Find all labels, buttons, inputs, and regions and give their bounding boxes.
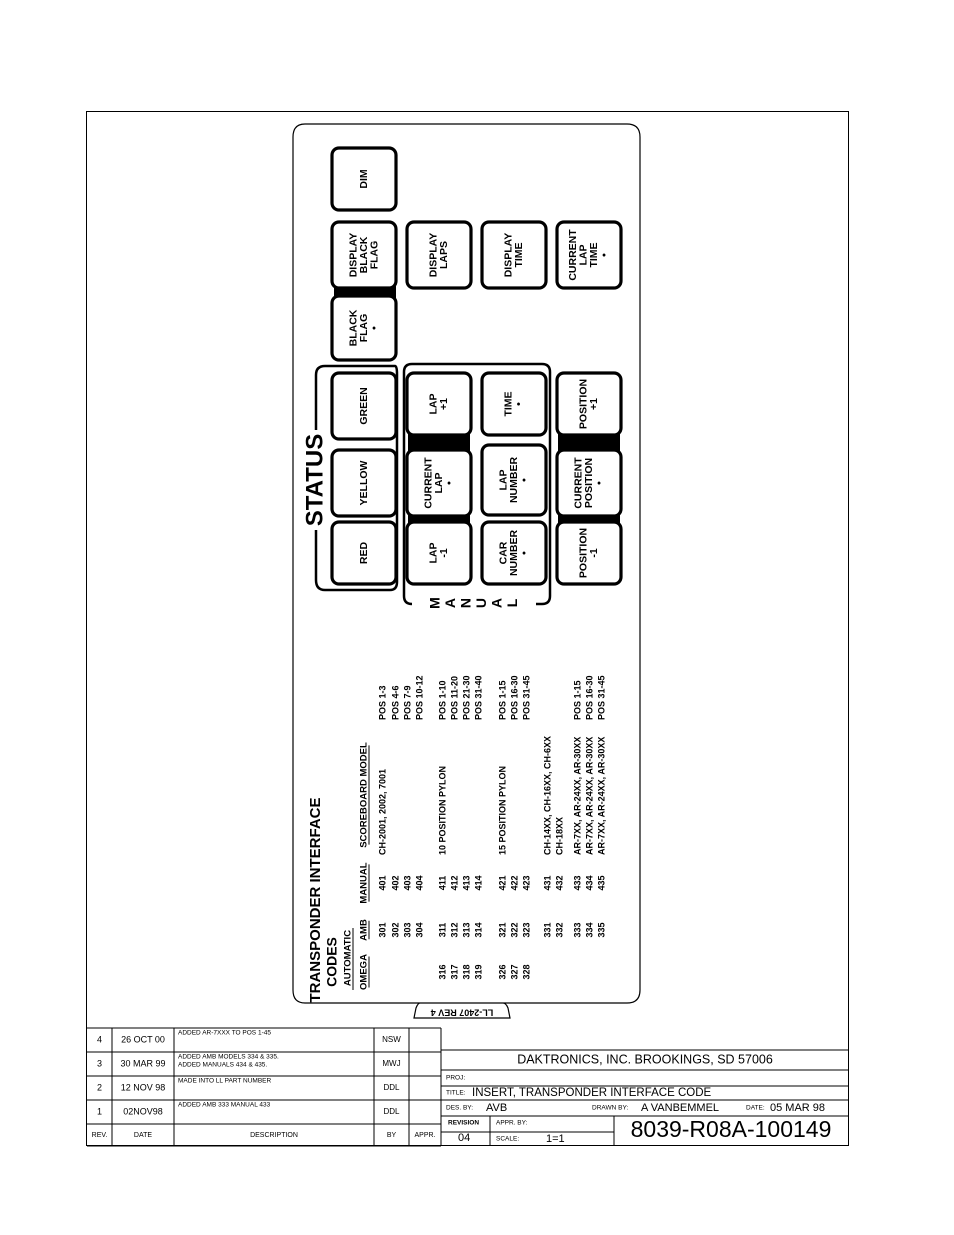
position-range: POS 16-30 xyxy=(509,675,520,720)
position-range: POS 21-30 xyxy=(461,675,472,720)
automatic-header: AUTOMATIC xyxy=(342,929,354,987)
scoreboard-model: 15 POSITION PYLON xyxy=(497,765,508,855)
manual-label-letter: L xyxy=(504,598,521,608)
description-header: DESCRIPTION xyxy=(250,1131,298,1139)
lap-minus-1-button[interactable] xyxy=(407,522,471,584)
amb-code: 301 xyxy=(377,922,388,938)
lap-plus-1-button[interactable] xyxy=(407,373,471,435)
indicator-led-icon: • xyxy=(598,253,611,257)
amb-code: 312 xyxy=(449,922,460,938)
car-number-button-label: CAR xyxy=(497,541,510,565)
yellow-button-label: YELLOW xyxy=(357,460,370,506)
part-number-label: LL-2407 REV 4 xyxy=(430,1007,494,1018)
manual-code: 401 xyxy=(377,875,388,891)
revision-description: ADDED AMB MODELS 334 & 335. xyxy=(178,1053,279,1061)
title-value: INSERT, TRANSPONDER INTERFACE CODE xyxy=(472,1087,712,1100)
amb-code: 332 xyxy=(554,922,565,938)
indicator-led-icon: • xyxy=(513,402,526,406)
drawing-number: 8039-R08A-100149 xyxy=(630,1116,832,1143)
indicator-led-icon: • xyxy=(518,478,531,482)
manual-code: 433 xyxy=(572,875,583,891)
lap-plus-1-button-label: +1 xyxy=(438,398,451,410)
yellow-button[interactable] xyxy=(332,450,396,516)
manual-code: 403 xyxy=(402,875,413,891)
position-range: POS 10-12 xyxy=(414,675,425,720)
position-minus-1-button-label: -1 xyxy=(588,548,601,558)
time-button[interactable] xyxy=(482,373,546,435)
scale-value: 1=1 xyxy=(546,1132,565,1145)
current-lap-button-label: LAP xyxy=(432,472,445,494)
manual-header: MANUAL xyxy=(358,862,370,904)
manual-code: 423 xyxy=(521,875,532,891)
revision-date: 12 NOV 98 xyxy=(120,1082,166,1093)
black-flag-button-label: BLACK xyxy=(347,309,360,347)
omega-header: OMEGA xyxy=(358,954,370,990)
company-name: DAKTRONICS, INC. BROOKINGS, SD 57006 xyxy=(517,1052,773,1067)
car-number-button-label: NUMBER xyxy=(507,529,520,577)
position-range: POS 7-9 xyxy=(402,685,413,720)
scale-label: SCALE: xyxy=(496,1135,520,1143)
scoreboard-model: 10 POSITION PYLON xyxy=(437,765,448,855)
green-button[interactable] xyxy=(332,373,396,439)
display-time-button-label: DISPLAY xyxy=(502,232,515,278)
manual-code: 422 xyxy=(509,875,520,891)
lap-minus-1-button-label: -1 xyxy=(438,548,451,558)
revision-number: 4 xyxy=(96,1034,103,1045)
amb-header: AMB xyxy=(358,919,370,941)
revision-date: 02NOV98 xyxy=(123,1106,163,1117)
amb-code: 331 xyxy=(542,922,553,938)
manual-label-letter: N xyxy=(457,597,474,609)
position-plus-1-button-label: +1 xyxy=(588,398,601,410)
display-laps-button-label: LAPS xyxy=(438,240,451,270)
dim-button-label: DIM xyxy=(357,169,370,189)
black-flag-button[interactable] xyxy=(332,296,396,360)
green-button-label: GREEN xyxy=(357,387,370,425)
proj-label: PROJ: xyxy=(446,1074,466,1082)
current-position-button-label: CURRENT xyxy=(572,457,585,509)
position-minus-1-button-label: POSITION xyxy=(577,527,590,579)
position-range: POS 1-15 xyxy=(497,680,508,720)
scoreboard-model: AR-7XX, AR-24XX, AR-30XX xyxy=(572,736,583,855)
indicator-led-icon: • xyxy=(443,481,456,485)
amb-code: 335 xyxy=(596,922,607,938)
manual-code: 434 xyxy=(584,875,595,891)
position-range: POS 31-45 xyxy=(521,675,532,720)
revision-date: 26 OCT 00 xyxy=(121,1034,165,1045)
position-range: POS 11-20 xyxy=(449,675,460,720)
revision-number: 3 xyxy=(96,1058,103,1069)
omega-code: 326 xyxy=(497,964,508,980)
position-plus-1-button[interactable] xyxy=(557,373,621,435)
manual-code: 402 xyxy=(390,875,401,891)
position-range: POS 1-15 xyxy=(572,680,583,720)
omega-code: 316 xyxy=(437,964,448,980)
scoreboard-model: CH-14XX, CH-16XX, CH-6XX xyxy=(542,735,553,855)
display-time-button[interactable] xyxy=(482,222,546,288)
manual-label-letter: A xyxy=(442,597,459,609)
lap-number-button[interactable] xyxy=(482,445,546,515)
revision-by: NSW xyxy=(382,1035,401,1045)
position-minus-1-button[interactable] xyxy=(557,522,621,584)
position-range: POS 16-30 xyxy=(584,675,595,720)
drawn-by-value: A VANBEMMEL xyxy=(641,1101,720,1114)
position-range: POS 1-10 xyxy=(437,680,448,720)
des-by-value: AVB xyxy=(486,1101,508,1114)
omega-code: 318 xyxy=(461,964,472,980)
revision-value: 04 xyxy=(458,1131,471,1144)
current-lap-button[interactable] xyxy=(407,450,471,516)
amb-code: 304 xyxy=(414,922,425,938)
omega-code: 327 xyxy=(509,964,520,980)
red-button-label: RED xyxy=(357,541,370,565)
display-black-flag-button-label: FLAG xyxy=(368,240,381,270)
lap-number-button-label: LAP xyxy=(497,469,510,491)
omega-code: 317 xyxy=(449,964,460,980)
amb-code: 333 xyxy=(572,922,583,938)
lap-number-button-label: NUMBER xyxy=(507,456,520,504)
amb-code: 322 xyxy=(509,922,520,938)
indicator-led-icon: • xyxy=(518,551,531,555)
indicator-led-icon: • xyxy=(368,326,381,330)
codes-table-subtitle: CODES xyxy=(323,937,340,987)
revision-by: MWJ xyxy=(382,1059,401,1069)
display-black-flag-button-label: BLACK xyxy=(357,236,370,274)
revision-label: REVISION xyxy=(448,1119,480,1127)
current-lap-time-button-label: LAP xyxy=(577,244,590,266)
lap-plus-1-button-label: LAP xyxy=(427,393,440,415)
revision-date: 30 MAR 99 xyxy=(120,1058,166,1069)
manual-code: 413 xyxy=(461,875,472,891)
amb-code: 311 xyxy=(437,922,448,938)
manual-code: 414 xyxy=(473,875,484,891)
black-flag-button-label: FLAG xyxy=(357,313,370,343)
manual-label-letter: A xyxy=(488,597,505,609)
date-value: 05 MAR 98 xyxy=(770,1101,826,1114)
drawn-by-label: DRAWN BY: xyxy=(592,1104,629,1112)
revision-by: DDL xyxy=(383,1107,400,1117)
title-label: TITLE: xyxy=(446,1089,466,1097)
revision-block xyxy=(87,1028,441,1146)
manual-code: 412 xyxy=(449,875,460,891)
lap-minus-1-button-label: LAP xyxy=(427,542,440,564)
manual-label-letter: U xyxy=(473,597,490,609)
display-laps-button[interactable] xyxy=(407,222,471,288)
position-range: POS 31-45 xyxy=(596,675,607,720)
amb-code: 334 xyxy=(584,922,595,938)
manual-label-letter: M xyxy=(426,597,443,609)
current-position-button-label: POSITION xyxy=(582,457,595,509)
omega-code: 328 xyxy=(521,964,532,980)
amb-code: 313 xyxy=(461,922,472,938)
scoreboard-model: AR-7XX, AR-24XX, AR-30XX xyxy=(584,736,595,855)
scoreboard-model: CH-18XX xyxy=(554,816,565,855)
dim-button[interactable] xyxy=(332,148,396,210)
manual-code: 435 xyxy=(596,875,607,891)
scoreboard-model-header: SCOREBOARD MODEL xyxy=(358,742,370,848)
current-position-button[interactable] xyxy=(557,450,621,516)
manual-code: 404 xyxy=(414,875,425,891)
title-block xyxy=(441,1050,849,1146)
current-lap-time-button-label: CURRENT xyxy=(567,229,580,281)
current-lap-time-button-label: TIME xyxy=(588,242,601,268)
position-plus-1-button-label: POSITION xyxy=(577,378,590,430)
display-black-flag-button[interactable] xyxy=(332,222,396,288)
omega-code: 319 xyxy=(473,964,484,980)
rev-header: REV. xyxy=(91,1131,108,1139)
date-label: DATE: xyxy=(746,1104,765,1112)
manual-code: 432 xyxy=(554,875,565,891)
current-lap-button-label: CURRENT xyxy=(422,457,435,509)
status-label: STATUS xyxy=(301,433,329,527)
scoreboard-model: CH-2001, 2002, 7001 xyxy=(377,768,388,855)
appr-by-label: APPR. BY: xyxy=(496,1119,528,1127)
revision-number: 2 xyxy=(96,1082,103,1093)
manual-code: 411 xyxy=(437,875,448,891)
position-range: POS 4-6 xyxy=(390,685,401,720)
display-time-button-label: TIME xyxy=(513,242,526,268)
car-number-button[interactable] xyxy=(482,522,546,584)
revision-number: 1 xyxy=(96,1106,103,1117)
position-range: POS 1-3 xyxy=(377,685,388,720)
red-button[interactable] xyxy=(332,522,396,584)
date-header: DATE xyxy=(133,1131,153,1139)
indicator-led-icon: • xyxy=(593,481,606,485)
codes-table-title: TRANSPONDER INTERFACE xyxy=(306,797,324,1003)
display-laps-button-label: DISPLAY xyxy=(427,232,440,278)
manual-code: 431 xyxy=(542,875,553,891)
display-black-flag-button-label: DISPLAY xyxy=(347,232,360,278)
scoreboard-model: AR-7XX, AR-24XX, AR-30XX xyxy=(596,736,607,855)
revision-description: ADDED AR-7XXX TO POS 1-45 xyxy=(178,1029,271,1037)
revision-description: ADDED AMB 333 MANUAL 433 xyxy=(178,1101,271,1109)
amb-code: 302 xyxy=(390,922,401,938)
amb-code: 303 xyxy=(402,922,413,938)
by-header: BY xyxy=(386,1131,397,1139)
revision-description: MADE INTO LL PART NUMBER xyxy=(178,1077,272,1085)
codes-table xyxy=(307,675,606,1002)
amb-code: 321 xyxy=(497,922,508,938)
revision-by: DDL xyxy=(383,1083,400,1093)
amb-code: 323 xyxy=(521,922,532,938)
revision-description: ADDED MANUALS 434 & 435. xyxy=(178,1061,268,1069)
appr-header: APPR. xyxy=(414,1131,436,1139)
position-range: POS 31-40 xyxy=(473,675,484,720)
time-button-label: TIME xyxy=(502,391,515,417)
des-by-label: DES. BY: xyxy=(446,1104,474,1112)
manual-code: 421 xyxy=(497,875,508,891)
current-lap-time-button[interactable] xyxy=(557,222,621,288)
amb-code: 314 xyxy=(473,922,484,938)
